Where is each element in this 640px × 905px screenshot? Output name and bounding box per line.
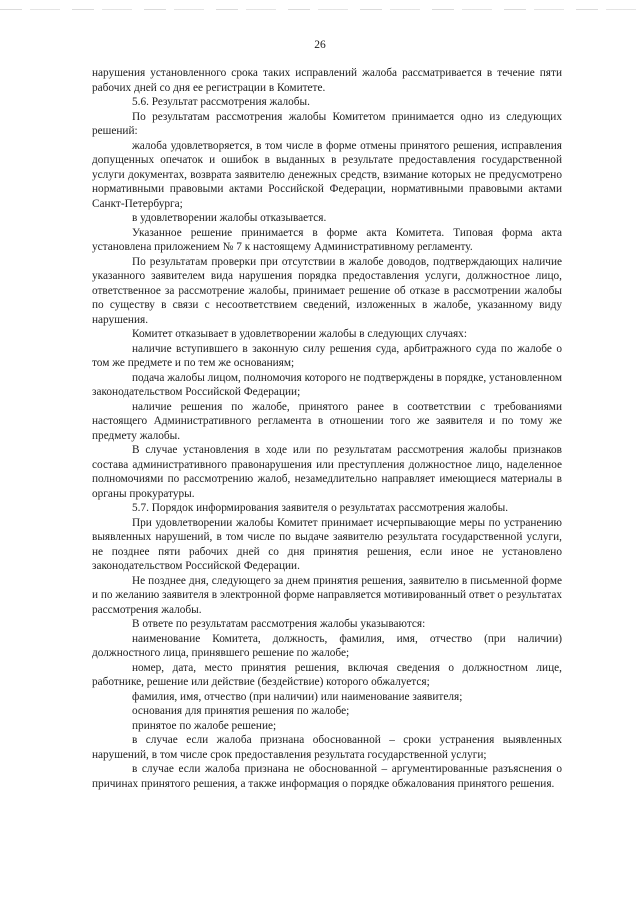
paragraph: 5.6. Результат рассмотрения жалобы. bbox=[132, 96, 310, 108]
paragraph: нарушения установленного срока таких исправлений жалоба рассматривается в течение пяти рабочих дней со дня ее регистрации в Комитете. bbox=[92, 67, 562, 94]
page-number: 26 bbox=[314, 39, 326, 51]
paragraph: в удовлетворении жалобы отказывается. bbox=[132, 212, 327, 224]
paragraph: наличие вступившего в законную силу решения суда, арбитражного суда по жалобе о том же предмете и по тем же основаниям; bbox=[92, 342, 562, 369]
paragraph: основания для принятия решения по жалобе; bbox=[132, 705, 350, 717]
paragraph: принятое по жалобе решение; bbox=[132, 719, 277, 732]
paragraph: По результатам проверки при отсутствии в жалобе доводов, подтверждающих наличие указанного заявителем вида нарушения порядка предоставления услуги, должностное лицо, ответственное за рассмотрение жалобы, принимает решение об отказе в рассмотрении жалобы по существу в связи с несоответствием сведений, изложенных в жалобе, указанному виду нарушения. bbox=[92, 255, 562, 326]
paragraph: подача жалобы лицом, полномочия которого не подтверждены в порядке, установленном законодательством Российской Федерации; bbox=[92, 371, 562, 398]
paragraph: В ответе по результатам рассмотрения жалобы указываются: bbox=[132, 618, 426, 630]
paragraph: 5.7. Порядок информирования заявителя о результатах рассмотрения жалобы. bbox=[132, 502, 509, 514]
paragraph: наличие решения по жалобе, принятого ранее в соответствии с требованиями настоящего Административного регламента в отношении того же заявителя и по тому же предмету жалобы. bbox=[92, 400, 562, 442]
paragraph: фамилия, имя, отчество (при наличии) или наименование заявителя; bbox=[132, 690, 463, 703]
paragraph: в случае если жалоба признана не обоснованной – аргументированные разъяснения о причинах принятого решения, а также информация о порядке обжалования принятого решения. bbox=[92, 763, 562, 790]
paragraph: наименование Комитета, должность, фамилия, имя, отчество (при наличии) должностного лица, принявшего решение по жалобе; bbox=[92, 632, 562, 659]
scan-artifact-line bbox=[0, 9, 640, 10]
paragraph: номер, дата, место принятия решения, включая сведения о должностном лице, работнике, решение или действие (бездействие) которого обжалуется; bbox=[92, 661, 562, 688]
paragraph: в случае если жалоба признана обоснованной – сроки устранения выявленных нарушений, в том числе срок предоставления результата государственной услуги; bbox=[92, 734, 562, 761]
paragraph: жалоба удовлетворяется, в том числе в форме отмены принятого решения, исправления допущенных опечаток и ошибок в выданных в результате предоставления государственной услуги документах, возврата заявителю денежных средств, взимание которых не предусмотрено нормативными правовыми актами Российской Федерации, нормативными правовыми актами Санкт-Петербурга; bbox=[92, 139, 562, 210]
paragraph: По результатам рассмотрения жалобы Комитетом принимается одно из следующих решений: bbox=[92, 110, 562, 137]
document-body bbox=[92, 66, 562, 791]
paragraph: При удовлетворении жалобы Комитет принимает исчерпывающие меры по устранению выявленных нарушений, в том числе по выдаче заявителю результата государственной услуги, не позднее пяти рабочих дней со дня принятия решения, если иное не установлено законодательством Российской Федерации. bbox=[92, 516, 562, 572]
paragraph: Указанное решение принимается в форме акта Комитета. Типовая форма акта установлена приложением № 7 к настоящему Административному регламенту. bbox=[92, 226, 562, 253]
paragraph: В случае установления в ходе или по результатам рассмотрения жалобы признаков состава административного правонарушения или преступления должностное лицо, наделенное полномочиями по рассмотрению жалоб, незамедлительно направляет имеющиеся материалы в органы прокуратуры. bbox=[92, 444, 562, 500]
paragraph: Не позднее дня, следующего за днем принятия решения, заявителю в письменной форме и по желанию заявителя в электронной форме направляется мотивированный ответ о результатах рассмотрения жалобы. bbox=[92, 574, 562, 616]
paragraph: Комитет отказывает в удовлетворении жалобы в следующих случаях: bbox=[132, 328, 467, 340]
